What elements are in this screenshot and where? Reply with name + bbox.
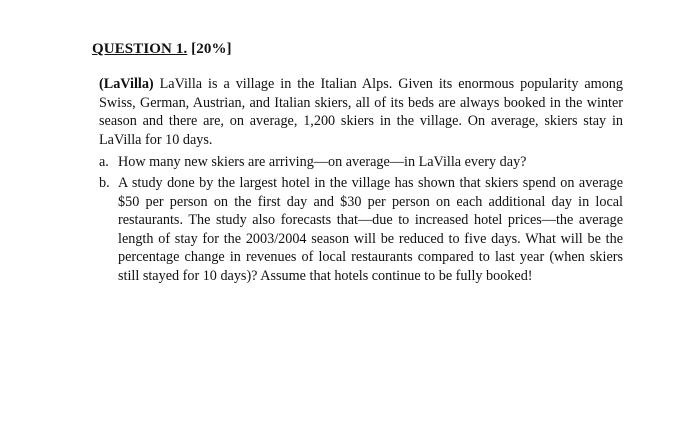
question-label: QUESTION 1. [92,41,188,57]
part-text: A study done by the largest hotel in the village has shown that skiers spend on average $50 per person on the first day and $30 per person on each additional day in local restaurants. The study also forecasts that—due to increased hotel prices—the average length of stay for the 2003/2004 season will be reduced to five days. What will be the percentage change in revenues of local restaurants compared to last year (when skiers still stayed for 10 days)? Assume that hotels continue to be fully booked! [118,174,623,284]
part-text: How many new skiers are arriving—on average—in LaVilla every day? [118,154,527,171]
intro-paragraph [99,75,623,149]
question-part-a [99,153,623,172]
intro-text: LaVilla is a village in the Italian Alps. Given its enormous popularity among Swiss, German, Austrian, and Italian skiers, all of its beds are always booked in the winter season and there are, on average, 1,200 skiers in the village. On average, skiers stay in LaVilla for 10 days. [99,76,623,148]
question-part-b [99,174,623,286]
question-weight: [20%] [187,41,232,57]
question-body [99,75,623,288]
question-parts-list [99,153,623,285]
intro-lead: (LaVilla) [99,76,154,92]
question-heading [92,41,232,58]
part-marker: a. [99,154,109,171]
part-marker: b. [99,174,110,191]
